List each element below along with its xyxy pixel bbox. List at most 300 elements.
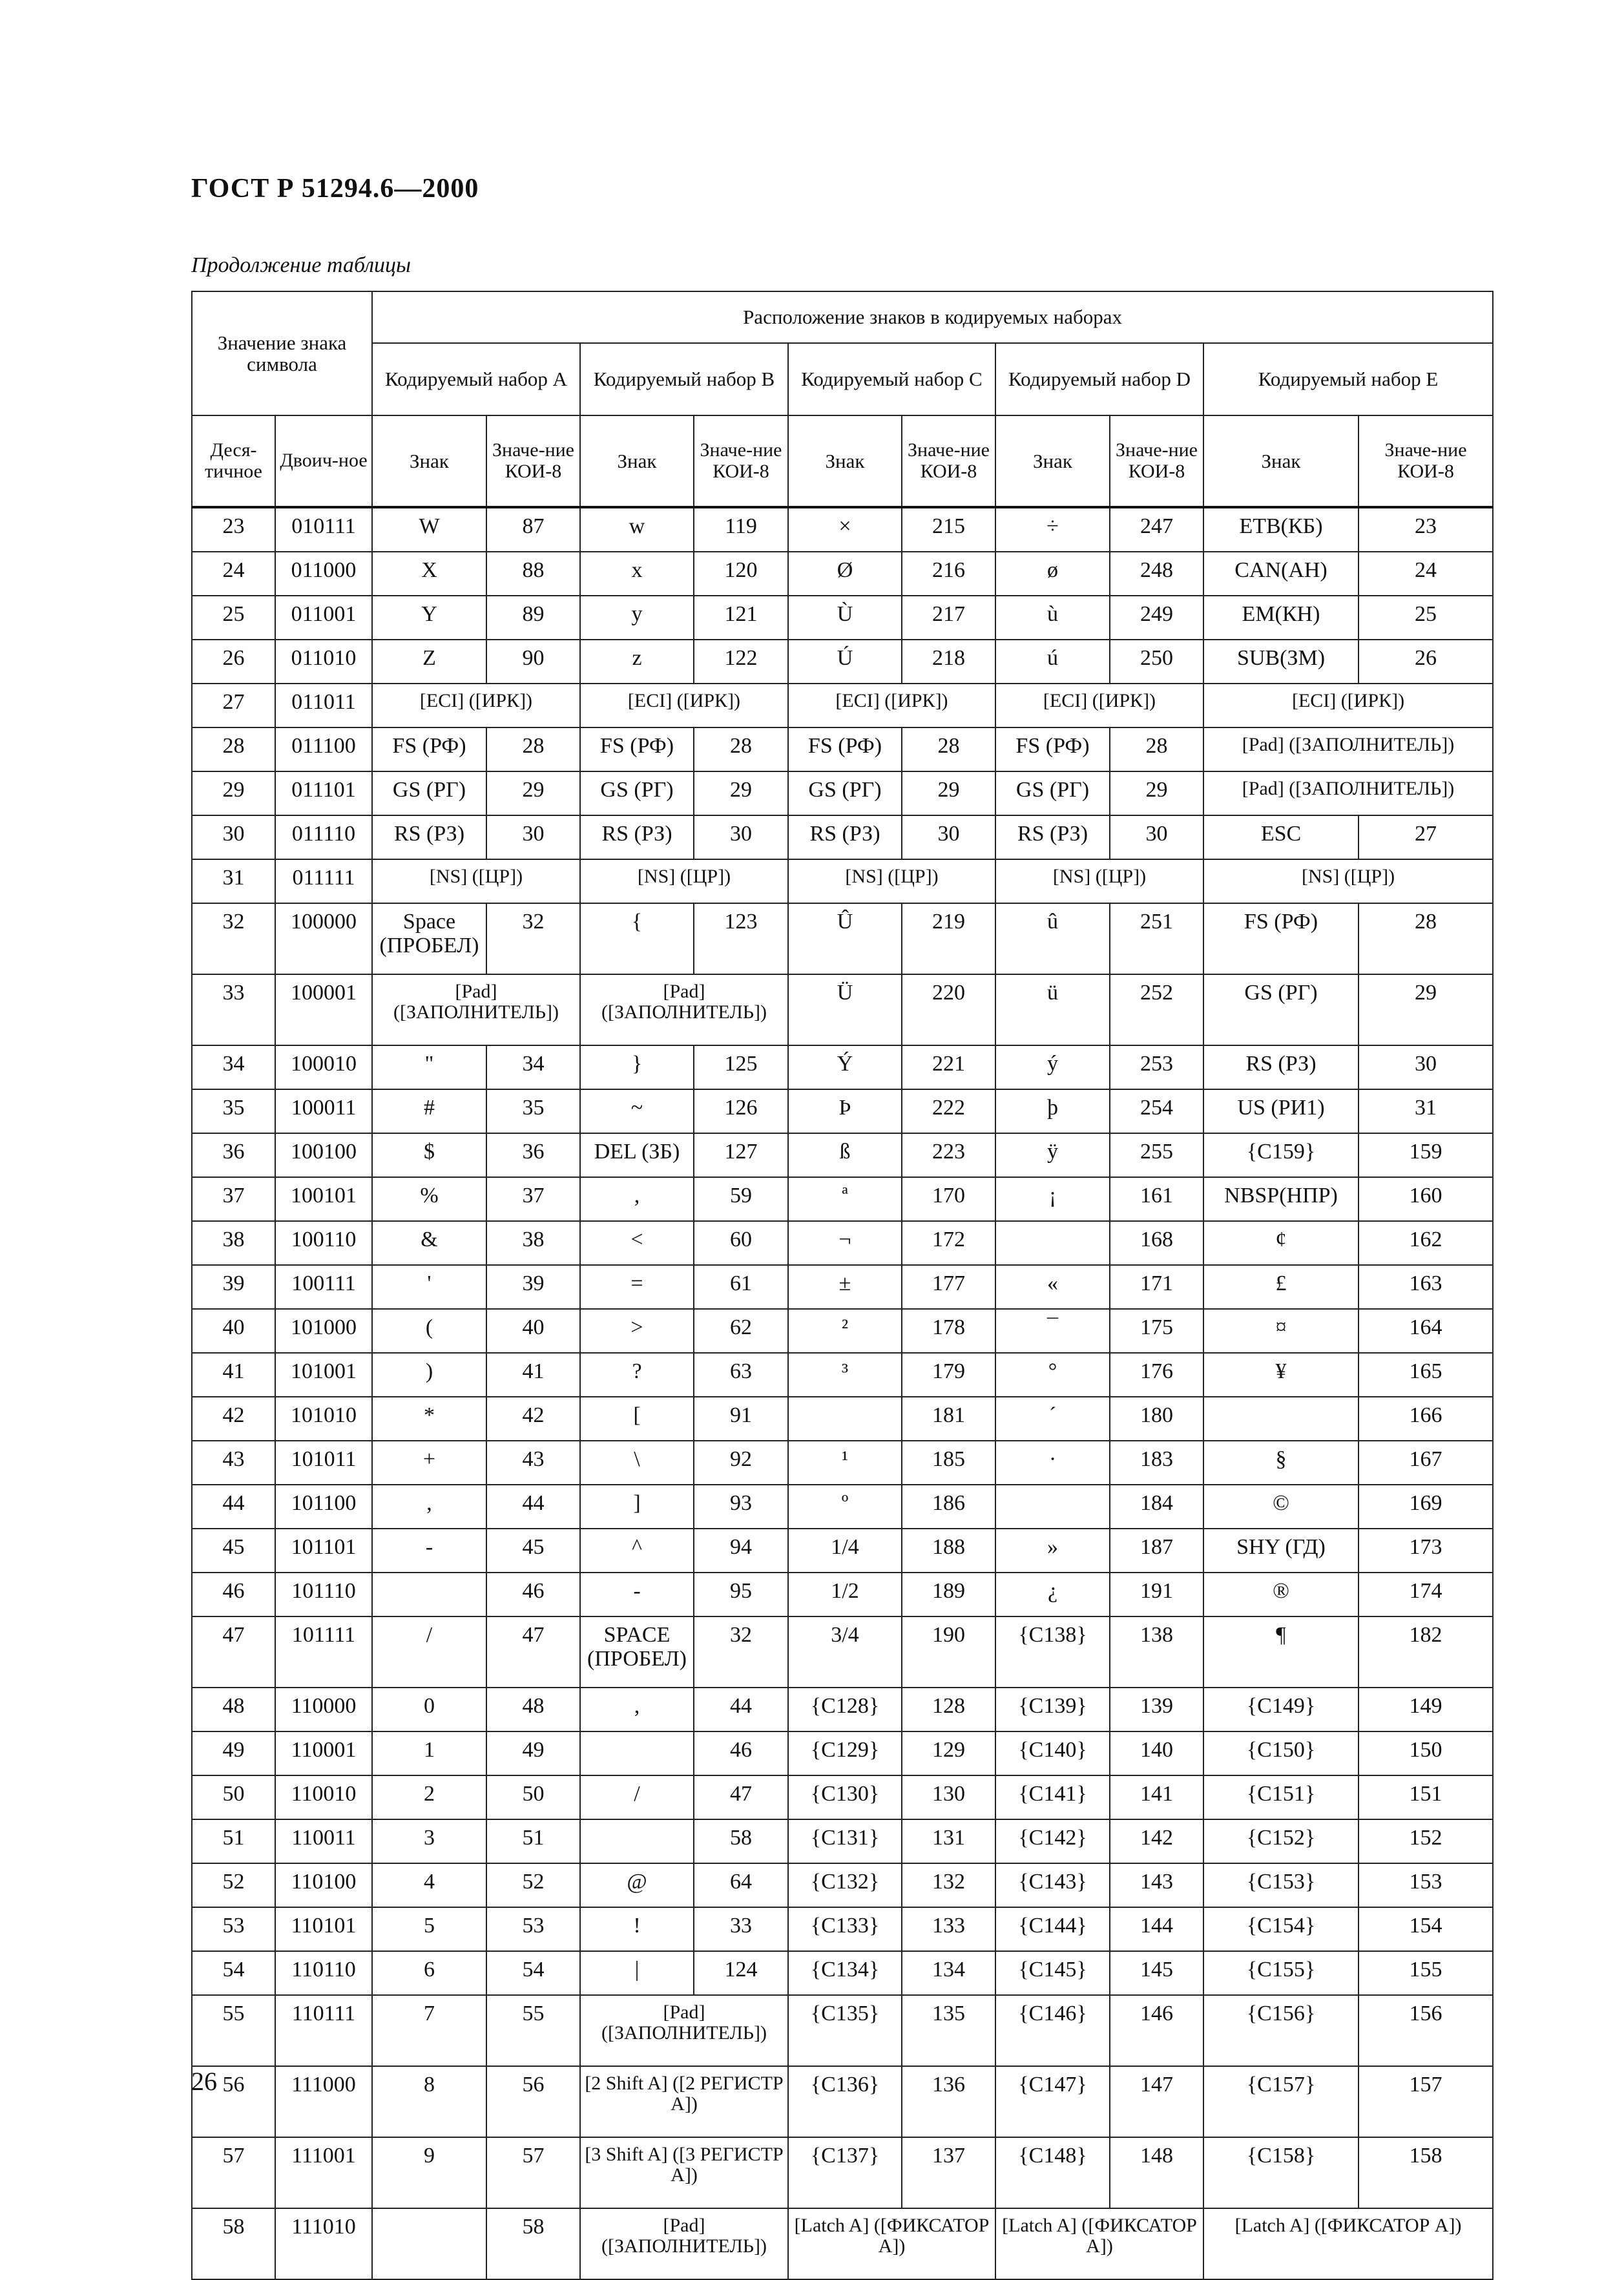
set-c-merged-cell: [ECI] ([ИРК]) xyxy=(788,684,995,727)
set-b-koi8-cell: 125 xyxy=(694,1045,788,1089)
decimal-cell: 58 xyxy=(192,2208,275,2279)
decimal-cell: 27 xyxy=(192,684,275,727)
header-koi8: Значе-ние КОИ-8 xyxy=(902,415,995,507)
decimal-cell: 51 xyxy=(192,1819,275,1863)
header-binary: Двоич-ное xyxy=(275,415,372,507)
set-a-koi8-cell: 38 xyxy=(486,1221,580,1265)
set-b-sign-cell: > xyxy=(580,1309,694,1353)
set-d-sign-cell: ¯ xyxy=(995,1309,1110,1353)
set-d-koi8-cell: 138 xyxy=(1110,1616,1203,1688)
set-a-koi8-cell: 89 xyxy=(486,596,580,640)
set-a-koi8-cell: 51 xyxy=(486,1819,580,1863)
set-e-sign-cell: EM(КН) xyxy=(1203,596,1359,640)
set-e-koi8-cell: 165 xyxy=(1359,1353,1493,1397)
table-row xyxy=(192,1397,1493,1441)
table-row xyxy=(192,1177,1493,1221)
set-c-sign-cell: ß xyxy=(788,1133,902,1177)
set-b-merged-cell: [2 Shift A] ([2 РЕГИСТР A]) xyxy=(580,2066,788,2137)
set-a-sign-cell: Z xyxy=(372,640,486,684)
set-a-koi8-cell: 54 xyxy=(486,1951,580,1995)
binary-cell: 100010 xyxy=(275,1045,372,1089)
set-a-koi8-cell: 45 xyxy=(486,1529,580,1573)
set-e-sign-cell: £ xyxy=(1203,1265,1359,1309)
character-set-table xyxy=(191,291,1494,2280)
set-e-koi8-cell: 26 xyxy=(1359,640,1493,684)
set-e-sign-cell: ¶ xyxy=(1203,1616,1359,1688)
set-a-sign-cell: 3 xyxy=(372,1819,486,1863)
binary-cell: 011100 xyxy=(275,727,372,771)
binary-cell: 101010 xyxy=(275,1397,372,1441)
binary-cell: 011001 xyxy=(275,596,372,640)
set-c-merged-cell: [NS] ([ЦР]) xyxy=(788,859,995,903)
set-e-koi8-cell: 160 xyxy=(1359,1177,1493,1221)
set-c-sign-cell: Þ xyxy=(788,1089,902,1133)
set-e-sign-cell: § xyxy=(1203,1441,1359,1485)
set-a-sign-cell: Space (ПРОБЕЛ) xyxy=(372,903,486,974)
set-e-koi8-cell: 156 xyxy=(1359,1995,1493,2066)
table-row xyxy=(192,2208,1493,2279)
set-b-sign-cell: ^ xyxy=(580,1529,694,1573)
set-c-koi8-cell: 218 xyxy=(902,640,995,684)
table-row xyxy=(192,1529,1493,1573)
table-row xyxy=(192,1309,1493,1353)
set-a-sign-cell: - xyxy=(372,1529,486,1573)
binary-cell: 101111 xyxy=(275,1616,372,1688)
set-e-koi8-cell: 24 xyxy=(1359,552,1493,596)
set-c-sign-cell: {C133} xyxy=(788,1907,902,1951)
set-b-koi8-cell: 123 xyxy=(694,903,788,974)
set-b-koi8-cell: 63 xyxy=(694,1353,788,1397)
set-a-sign-cell: / xyxy=(372,1616,486,1688)
set-e-merged-cell: [ECI] ([ИРК]) xyxy=(1203,684,1493,727)
set-c-koi8-cell: 178 xyxy=(902,1309,995,1353)
set-c-koi8-cell: 137 xyxy=(902,2137,995,2208)
set-e-koi8-cell: 174 xyxy=(1359,1573,1493,1616)
set-a-koi8-cell: 41 xyxy=(486,1353,580,1397)
header-sign: Знак xyxy=(788,415,902,507)
set-e-koi8-cell: 150 xyxy=(1359,1731,1493,1775)
binary-cell: 100110 xyxy=(275,1221,372,1265)
set-d-koi8-cell: 28 xyxy=(1110,727,1203,771)
set-c-sign-cell: 1/4 xyxy=(788,1529,902,1573)
set-d-koi8-cell: 146 xyxy=(1110,1995,1203,2066)
set-c-koi8-cell: 219 xyxy=(902,903,995,974)
set-e-sign-cell: {C151} xyxy=(1203,1775,1359,1819)
set-d-sign-cell: ü xyxy=(995,974,1110,1045)
set-a-sign-cell: 8 xyxy=(372,2066,486,2137)
binary-cell: 111000 xyxy=(275,2066,372,2137)
set-c-sign-cell: ¹ xyxy=(788,1441,902,1485)
set-d-sign-cell: {C147} xyxy=(995,2066,1110,2137)
set-e-merged-cell: [Pad] ([ЗАПОЛНИТЕЛЬ]) xyxy=(1203,727,1493,771)
set-a-koi8-cell: 30 xyxy=(486,815,580,859)
table-row xyxy=(192,1573,1493,1616)
decimal-cell: 23 xyxy=(192,507,275,552)
header-set-e: Кодируемый набор E xyxy=(1203,343,1493,415)
set-a-sign-cell: 2 xyxy=(372,1775,486,1819)
binary-cell: 101000 xyxy=(275,1309,372,1353)
set-c-sign-cell: {C130} xyxy=(788,1775,902,1819)
decimal-cell: 35 xyxy=(192,1089,275,1133)
set-e-sign-cell: {C149} xyxy=(1203,1688,1359,1731)
set-c-sign-cell: {C135} xyxy=(788,1995,902,2066)
set-c-sign-cell: Ü xyxy=(788,974,902,1045)
set-c-sign-cell: Û xyxy=(788,903,902,974)
set-b-sign-cell: DEL (ЗБ) xyxy=(580,1133,694,1177)
binary-cell: 011101 xyxy=(275,771,372,815)
set-b-sign-cell: , xyxy=(580,1177,694,1221)
set-e-sign-cell: CAN(АН) xyxy=(1203,552,1359,596)
set-d-koi8-cell: 248 xyxy=(1110,552,1203,596)
table-row xyxy=(192,1731,1493,1775)
set-b-sign-cell: @ xyxy=(580,1863,694,1907)
set-b-koi8-cell: 44 xyxy=(694,1688,788,1731)
table-row xyxy=(192,1133,1493,1177)
table-row xyxy=(192,1485,1493,1529)
set-c-koi8-cell: 135 xyxy=(902,1995,995,2066)
set-a-sign-cell: GS (РГ) xyxy=(372,771,486,815)
set-d-sign-cell: ´ xyxy=(995,1397,1110,1441)
set-a-koi8-cell: 29 xyxy=(486,771,580,815)
set-b-sign-cell: RS (РЗ) xyxy=(580,815,694,859)
decimal-cell: 34 xyxy=(192,1045,275,1089)
set-e-koi8-cell: 31 xyxy=(1359,1089,1493,1133)
decimal-cell: 42 xyxy=(192,1397,275,1441)
set-d-sign-cell: {C139} xyxy=(995,1688,1110,1731)
set-b-sign-cell: FS (РФ) xyxy=(580,727,694,771)
set-d-sign-cell: û xyxy=(995,903,1110,974)
decimal-cell: 49 xyxy=(192,1731,275,1775)
set-d-sign-cell: {C138} xyxy=(995,1616,1110,1688)
set-a-sign-cell: 6 xyxy=(372,1951,486,1995)
set-e-sign-cell: ETB(КБ) xyxy=(1203,507,1359,552)
set-d-koi8-cell: 144 xyxy=(1110,1907,1203,1951)
set-c-koi8-cell: 29 xyxy=(902,771,995,815)
set-b-merged-cell: [Pad] ([ЗАПОЛНИТЕЛЬ]) xyxy=(580,2208,788,2279)
set-a-koi8-cell: 34 xyxy=(486,1045,580,1089)
set-b-koi8-cell: 60 xyxy=(694,1221,788,1265)
set-a-sign-cell: ( xyxy=(372,1309,486,1353)
set-b-sign-cell: - xyxy=(580,1573,694,1616)
set-c-koi8-cell: 132 xyxy=(902,1863,995,1907)
set-c-sign-cell: {C134} xyxy=(788,1951,902,1995)
set-a-koi8-cell: 48 xyxy=(486,1688,580,1731)
set-e-koi8-cell: 153 xyxy=(1359,1863,1493,1907)
set-a-merged-cell: [Pad] ([ЗАПОЛНИТЕЛЬ]) xyxy=(372,974,580,1045)
set-e-sign-cell: SUB(ЗМ) xyxy=(1203,640,1359,684)
set-c-merged-cell: [Latch A] ([ФИКСАТОР A]) xyxy=(788,2208,995,2279)
binary-cell: 011010 xyxy=(275,640,372,684)
set-b-koi8-cell: 121 xyxy=(694,596,788,640)
set-e-koi8-cell: 163 xyxy=(1359,1265,1493,1309)
binary-cell: 110100 xyxy=(275,1863,372,1907)
set-b-koi8-cell: 95 xyxy=(694,1573,788,1616)
set-a-merged-cell: [ECI] ([ИРК]) xyxy=(372,684,580,727)
set-e-koi8-cell: 173 xyxy=(1359,1529,1493,1573)
set-e-koi8-cell: 23 xyxy=(1359,507,1493,552)
set-a-koi8-cell: 52 xyxy=(486,1863,580,1907)
binary-cell: 011111 xyxy=(275,859,372,903)
set-a-sign-cell: , xyxy=(372,1485,486,1529)
header-symbol-value: Значение знака символа xyxy=(192,291,372,415)
set-e-sign-cell: {C150} xyxy=(1203,1731,1359,1775)
set-b-merged-cell: [NS] ([ЦР]) xyxy=(580,859,788,903)
table-row xyxy=(192,1616,1493,1688)
set-e-sign-cell xyxy=(1203,1397,1359,1441)
set-a-sign-cell: W xyxy=(372,507,486,552)
set-b-sign-cell: x xyxy=(580,552,694,596)
header-koi8: Значе-ние КОИ-8 xyxy=(1110,415,1203,507)
set-e-merged-cell: [Pad] ([ЗАПОЛНИТЕЛЬ]) xyxy=(1203,771,1493,815)
set-c-sign-cell: {C137} xyxy=(788,2137,902,2208)
table-row xyxy=(192,859,1493,903)
set-e-koi8-cell: 29 xyxy=(1359,974,1493,1045)
set-a-koi8-cell: 56 xyxy=(486,2066,580,2137)
table-row xyxy=(192,903,1493,974)
header-set-positions: Расположение знаков в кодируемых наборах xyxy=(372,291,1493,343)
set-b-koi8-cell: 91 xyxy=(694,1397,788,1441)
set-d-koi8-cell: 187 xyxy=(1110,1529,1203,1573)
set-a-sign-cell: ) xyxy=(372,1353,486,1397)
decimal-cell: 43 xyxy=(192,1441,275,1485)
set-d-sign-cell: {C143} xyxy=(995,1863,1110,1907)
set-d-koi8-cell: 161 xyxy=(1110,1177,1203,1221)
table-row xyxy=(192,507,1493,552)
decimal-cell: 53 xyxy=(192,1907,275,1951)
binary-cell: 100011 xyxy=(275,1089,372,1133)
set-d-sign-cell: {C144} xyxy=(995,1907,1110,1951)
header-sign: Знак xyxy=(580,415,694,507)
binary-cell: 010111 xyxy=(275,507,372,552)
set-e-koi8-cell: 27 xyxy=(1359,815,1493,859)
decimal-cell: 36 xyxy=(192,1133,275,1177)
set-a-sign-cell: + xyxy=(372,1441,486,1485)
header-set-d: Кодируемый набор D xyxy=(995,343,1203,415)
set-b-koi8-cell: 59 xyxy=(694,1177,788,1221)
set-c-koi8-cell: 28 xyxy=(902,727,995,771)
set-b-sign-cell: , xyxy=(580,1688,694,1731)
set-d-sign-cell: RS (РЗ) xyxy=(995,815,1110,859)
header-set-b: Кодируемый набор B xyxy=(580,343,788,415)
decimal-cell: 55 xyxy=(192,1995,275,2066)
decimal-cell: 29 xyxy=(192,771,275,815)
set-e-koi8-cell: 25 xyxy=(1359,596,1493,640)
set-c-koi8-cell: 136 xyxy=(902,2066,995,2137)
set-c-sign-cell: {C129} xyxy=(788,1731,902,1775)
set-d-koi8-cell: 251 xyxy=(1110,903,1203,974)
decimal-cell: 26 xyxy=(192,640,275,684)
binary-cell: 110111 xyxy=(275,1995,372,2066)
set-a-sign-cell: Y xyxy=(372,596,486,640)
set-d-koi8-cell: 255 xyxy=(1110,1133,1203,1177)
set-b-koi8-cell: 30 xyxy=(694,815,788,859)
set-c-koi8-cell: 177 xyxy=(902,1265,995,1309)
set-e-sign-cell: FS (РФ) xyxy=(1203,903,1359,974)
binary-cell: 110001 xyxy=(275,1731,372,1775)
header-set-c: Кодируемый набор C xyxy=(788,343,995,415)
set-a-koi8-cell: 50 xyxy=(486,1775,580,1819)
header-set-a: Кодируемый набор A xyxy=(372,343,580,415)
set-e-sign-cell: SHY (ГД) xyxy=(1203,1529,1359,1573)
set-c-sign-cell: GS (РГ) xyxy=(788,771,902,815)
table-row xyxy=(192,815,1493,859)
set-c-sign-cell: ± xyxy=(788,1265,902,1309)
header-sign: Знак xyxy=(1203,415,1359,507)
set-e-sign-cell: US (РИ1) xyxy=(1203,1089,1359,1133)
set-b-koi8-cell: 58 xyxy=(694,1819,788,1863)
table-row xyxy=(192,1775,1493,1819)
binary-cell: 101101 xyxy=(275,1529,372,1573)
set-e-koi8-cell: 167 xyxy=(1359,1441,1493,1485)
set-c-koi8-cell: 186 xyxy=(902,1485,995,1529)
set-d-koi8-cell: 253 xyxy=(1110,1045,1203,1089)
table-row xyxy=(192,974,1493,1045)
set-d-koi8-cell: 249 xyxy=(1110,596,1203,640)
set-a-sign-cell: 4 xyxy=(372,1863,486,1907)
set-b-sign-cell: y xyxy=(580,596,694,640)
set-d-merged-cell: [NS] ([ЦР]) xyxy=(995,859,1203,903)
set-b-sign-cell: \ xyxy=(580,1441,694,1485)
set-c-sign-cell: FS (РФ) xyxy=(788,727,902,771)
set-c-sign-cell: º xyxy=(788,1485,902,1529)
table-row xyxy=(192,684,1493,727)
header-sign: Знак xyxy=(995,415,1110,507)
set-a-sign-cell: 0 xyxy=(372,1688,486,1731)
binary-cell: 011000 xyxy=(275,552,372,596)
set-c-koi8-cell: 179 xyxy=(902,1353,995,1397)
set-e-sign-cell: NBSP(НПР) xyxy=(1203,1177,1359,1221)
set-d-sign-cell: ú xyxy=(995,640,1110,684)
set-b-sign-cell: [ xyxy=(580,1397,694,1441)
table-row xyxy=(192,1089,1493,1133)
set-e-sign-cell: {C152} xyxy=(1203,1819,1359,1863)
set-e-merged-cell: [NS] ([ЦР]) xyxy=(1203,859,1493,903)
header-sign: Знак xyxy=(372,415,486,507)
set-b-sign-cell: / xyxy=(580,1775,694,1819)
set-a-koi8-cell: 90 xyxy=(486,640,580,684)
table-row xyxy=(192,1441,1493,1485)
set-a-merged-cell: [NS] ([ЦР]) xyxy=(372,859,580,903)
set-b-sign-cell xyxy=(580,1731,694,1775)
set-b-koi8-cell: 126 xyxy=(694,1089,788,1133)
set-b-sign-cell: GS (РГ) xyxy=(580,771,694,815)
set-d-sign-cell: ù xyxy=(995,596,1110,640)
decimal-cell: 39 xyxy=(192,1265,275,1309)
binary-cell: 111010 xyxy=(275,2208,372,2279)
set-d-sign-cell xyxy=(995,1221,1110,1265)
set-d-sign-cell: {C148} xyxy=(995,2137,1110,2208)
set-a-sign-cell: FS (РФ) xyxy=(372,727,486,771)
set-b-koi8-cell: 120 xyxy=(694,552,788,596)
set-e-koi8-cell: 30 xyxy=(1359,1045,1493,1089)
set-d-sign-cell: {C140} xyxy=(995,1731,1110,1775)
binary-cell: 110101 xyxy=(275,1907,372,1951)
decimal-cell: 33 xyxy=(192,974,275,1045)
set-d-sign-cell: » xyxy=(995,1529,1110,1573)
set-d-koi8-cell: 247 xyxy=(1110,507,1203,552)
decimal-cell: 41 xyxy=(192,1353,275,1397)
table-row xyxy=(192,1265,1493,1309)
set-d-sign-cell: {C142} xyxy=(995,1819,1110,1863)
table-row xyxy=(192,1951,1493,1995)
set-a-sign-cell: ' xyxy=(372,1265,486,1309)
binary-cell: 110000 xyxy=(275,1688,372,1731)
decimal-cell: 37 xyxy=(192,1177,275,1221)
table-body xyxy=(192,507,1493,2279)
set-c-koi8-cell: 190 xyxy=(902,1616,995,1688)
set-e-koi8-cell: 28 xyxy=(1359,903,1493,974)
set-a-koi8-cell: 58 xyxy=(486,2208,580,2279)
set-a-koi8-cell: 47 xyxy=(486,1616,580,1688)
decimal-cell: 57 xyxy=(192,2137,275,2208)
set-a-koi8-cell: 53 xyxy=(486,1907,580,1951)
set-d-sign-cell: ° xyxy=(995,1353,1110,1397)
decimal-cell: 31 xyxy=(192,859,275,903)
set-b-koi8-cell: 92 xyxy=(694,1441,788,1485)
set-b-koi8-cell: 119 xyxy=(694,507,788,552)
set-a-sign-cell: 5 xyxy=(372,1907,486,1951)
set-d-koi8-cell: 143 xyxy=(1110,1863,1203,1907)
set-d-merged-cell: [ECI] ([ИРК]) xyxy=(995,684,1203,727)
set-e-sign-cell: {C156} xyxy=(1203,1995,1359,2066)
set-b-merged-cell: [3 Shift A] ([3 РЕГИСТР A]) xyxy=(580,2137,788,2208)
set-a-sign-cell: $ xyxy=(372,1133,486,1177)
set-e-koi8-cell: 166 xyxy=(1359,1397,1493,1441)
table-row xyxy=(192,1688,1493,1731)
binary-cell: 110110 xyxy=(275,1951,372,1995)
set-d-sign-cell: FS (РФ) xyxy=(995,727,1110,771)
set-d-koi8-cell: 250 xyxy=(1110,640,1203,684)
set-e-koi8-cell: 158 xyxy=(1359,2137,1493,2208)
table-row xyxy=(192,1819,1493,1863)
set-a-sign-cell xyxy=(372,1573,486,1616)
table-row xyxy=(192,771,1493,815)
set-e-sign-cell: ¢ xyxy=(1203,1221,1359,1265)
set-b-merged-cell: [Pad] ([ЗАПОЛНИТЕЛЬ]) xyxy=(580,974,788,1045)
decimal-cell: 28 xyxy=(192,727,275,771)
set-e-koi8-cell: 164 xyxy=(1359,1309,1493,1353)
set-e-sign-cell: {C153} xyxy=(1203,1863,1359,1907)
set-d-sign-cell: ¡ xyxy=(995,1177,1110,1221)
binary-cell: 101001 xyxy=(275,1353,372,1397)
set-b-koi8-cell: 32 xyxy=(694,1616,788,1688)
set-a-sign-cell: % xyxy=(372,1177,486,1221)
set-c-koi8-cell: 221 xyxy=(902,1045,995,1089)
table-row xyxy=(192,596,1493,640)
set-c-koi8-cell: 220 xyxy=(902,974,995,1045)
page-number: 26 xyxy=(191,2067,217,2096)
set-a-sign-cell: 1 xyxy=(372,1731,486,1775)
set-c-sign-cell: ² xyxy=(788,1309,902,1353)
set-a-sign-cell: " xyxy=(372,1045,486,1089)
set-d-koi8-cell: 141 xyxy=(1110,1775,1203,1819)
set-b-koi8-cell: 62 xyxy=(694,1309,788,1353)
document-title: ГОСТ Р 51294.6—2000 xyxy=(191,174,479,204)
set-d-sign-cell: · xyxy=(995,1441,1110,1485)
set-c-koi8-cell: 188 xyxy=(902,1529,995,1573)
set-d-sign-cell: GS (РГ) xyxy=(995,771,1110,815)
set-d-koi8-cell: 168 xyxy=(1110,1221,1203,1265)
set-e-koi8-cell: 157 xyxy=(1359,2066,1493,2137)
set-d-sign-cell: {C141} xyxy=(995,1775,1110,1819)
set-b-sign-cell: w xyxy=(580,507,694,552)
table-row xyxy=(192,2066,1493,2137)
decimal-cell: 52 xyxy=(192,1863,275,1907)
set-a-sign-cell: 9 xyxy=(372,2137,486,2208)
set-a-sign-cell: 7 xyxy=(372,1995,486,2066)
binary-cell: 011110 xyxy=(275,815,372,859)
table-row xyxy=(192,1045,1493,1089)
